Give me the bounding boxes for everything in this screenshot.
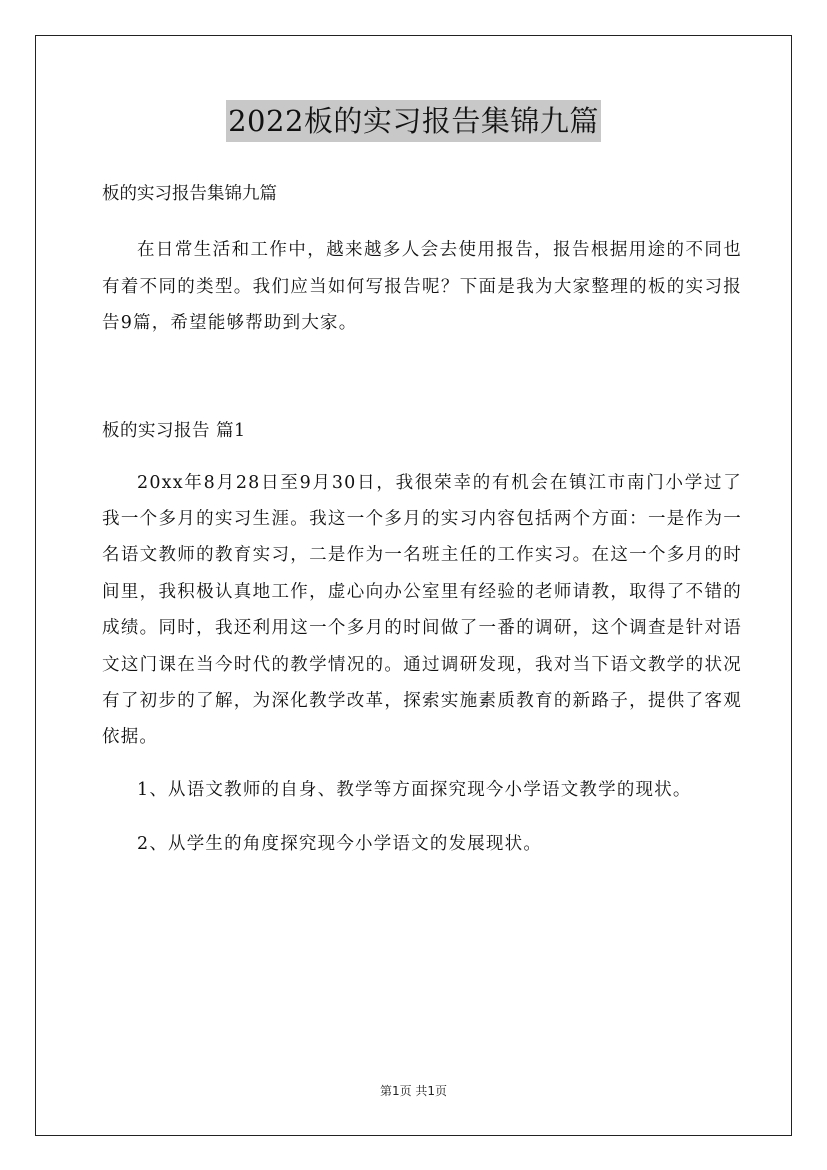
list-item: 1、从语文教师的自身、教学等方面探究现今小学语文教学的现状。 bbox=[137, 779, 692, 800]
page-number-label: 第1页 共1页 bbox=[379, 1084, 448, 1098]
section-body-paragraph: 20xx年8月28日至9月30日，我很荣幸的有机会在镇江市南门小学过了我一个多月的实习生涯。我这一个多月的实习内容包括两个方面：一是作为一名语文教师的教育实习，二是作为一名班主任的工作实习。在这一个多月的时间里，我积极认真地工作，虚心向办公室里有经验的老师请教，取得了不错的成绩。同时，我还利用这一个多月的时间做了一番的调研，这个调查是针对语文这门课在当今时代的教学情况的。通过调研发现，我对当下语文教学的状况有了初步的了解，为深化教学改革，探索实施素质教育的新路子，提供了客观依据。 bbox=[102, 472, 742, 748]
list-item: 2、从学生的角度探究现今小学语文的发展现状。 bbox=[137, 834, 543, 855]
document-title: 2022板的实习报告集锦九篇 bbox=[226, 100, 601, 142]
document-body bbox=[102, 176, 742, 863]
section-heading: 板的实习报告 篇1 bbox=[102, 420, 246, 441]
page-footer bbox=[0, 1082, 827, 1099]
document-subtitle: 板的实习报告集锦九篇 bbox=[102, 184, 277, 204]
intro-paragraph: 在日常生活和工作中，越来越多人会去使用报告，报告根据用途的不同也有着不同的类型。我们应当如何写报告呢？下面是我为大家整理的板的实习报告9篇，希望能够帮助到大家。 bbox=[102, 240, 742, 333]
title-container bbox=[0, 100, 827, 142]
